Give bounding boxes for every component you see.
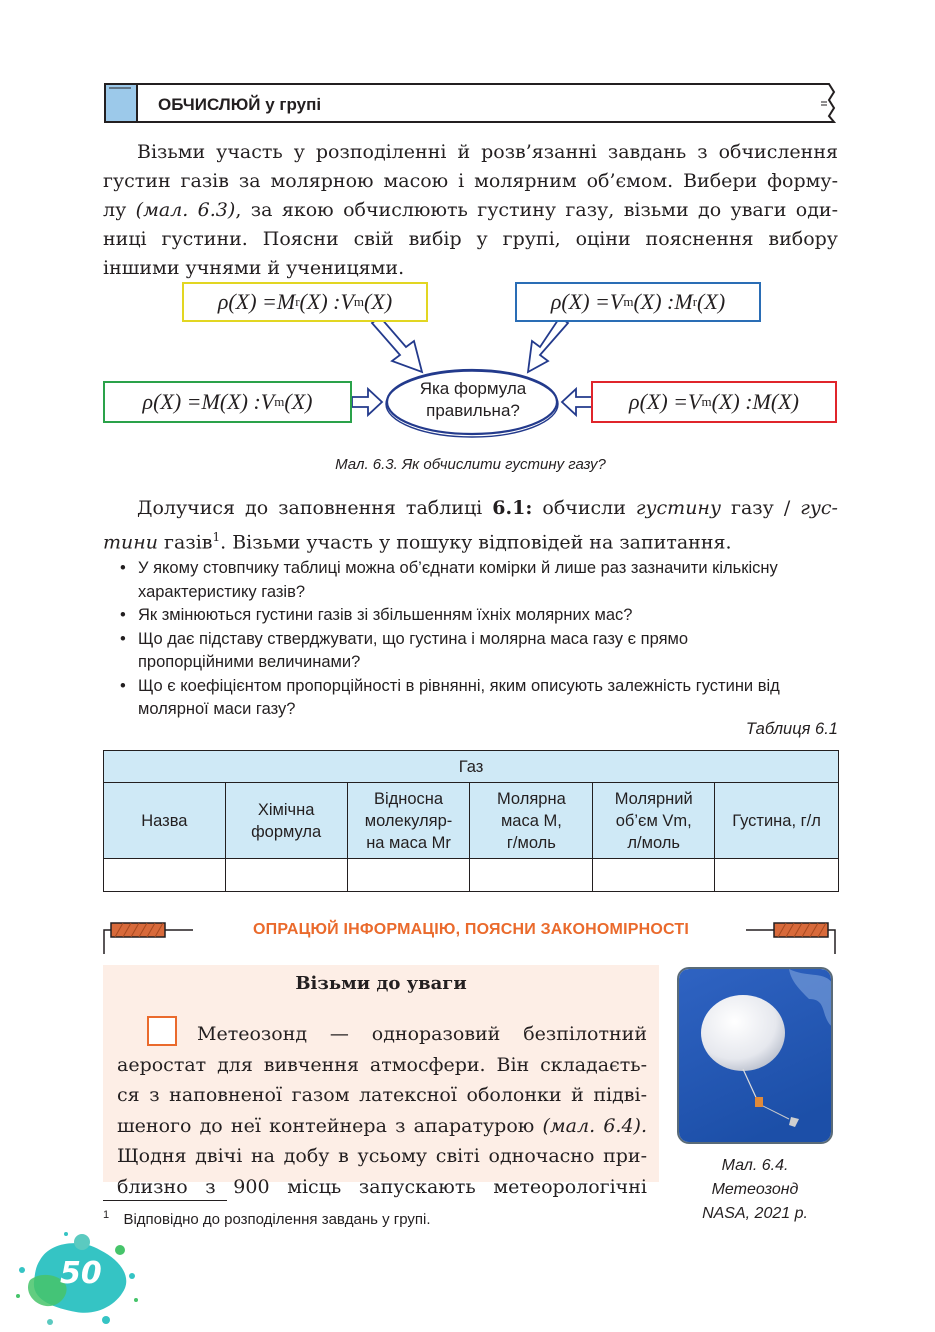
task-text-1: Долучися до заповнення таблиці xyxy=(137,497,493,519)
task-text-2: обчисли xyxy=(532,497,636,519)
note-line-5: Щодня двічі на добу в усьому світі одночасно при- xyxy=(117,1145,647,1167)
center-question-line-1: Яка формула xyxy=(419,379,527,398)
table-ref: 6.1: xyxy=(492,497,533,519)
header-text: Густина, г/л xyxy=(732,811,821,830)
formula-box-red: ρ( X ) = V m ( X ) : M ( X ) xyxy=(591,381,837,423)
balloon-image xyxy=(679,969,833,1144)
header-text: об’єм Vm, xyxy=(615,811,692,830)
list-item: • Що дає підставу стверджувати, що густина і молярна маса газу є прямо пропорційними величинами? xyxy=(120,628,800,675)
note-title: Візьми до уваги xyxy=(295,973,467,994)
column-header-molar-mass xyxy=(470,783,593,859)
banner-title: ОБЧИСЛЮЙ у групі xyxy=(158,95,322,114)
header-text: Хімічна xyxy=(257,800,315,819)
header-text: Відносна xyxy=(373,789,444,808)
intro-line-2: густин газів за молярною масою і молярним об’ємом. Вибери форму- xyxy=(103,170,838,192)
photo-caption-line-2: Метеозонд xyxy=(711,1181,799,1198)
table-cell xyxy=(470,859,593,892)
gas-table xyxy=(103,750,839,892)
task-text-3: густину xyxy=(635,497,721,519)
table-cell xyxy=(225,859,347,892)
intro-line-4: ниці густини. Поясни свій вибір у групі, оціни пояснення вибору xyxy=(103,228,838,250)
note-line-4: шеного до неї контейнера з апаратурою xyxy=(117,1114,535,1137)
task-paragraph xyxy=(103,494,838,557)
header-text: Молярний xyxy=(614,789,693,808)
section-title: ОПРАЦЮЙ ІНФОРМАЦІЮ, ПОЯСНИ ЗАКОНОМІРНОСТІ xyxy=(253,921,689,938)
footnote-text: Відповідно до розподілення завдань у групі. xyxy=(123,1211,431,1228)
intro-line-3b: , за якою обчислюють густину газу, візьми до уваги оди- xyxy=(235,199,838,221)
header-text: л/моль xyxy=(627,833,681,852)
column-header-density xyxy=(715,783,839,859)
intro-line-1: Візьми участь у розподіленні й розв’язанні завдань з обчислення xyxy=(137,141,838,163)
note-line-1: Метеозонд — одноразовий безпілотний xyxy=(197,1023,647,1045)
note-line-2: аеростат для вивчення атмосфери. Він складаєть- xyxy=(117,1053,647,1076)
center-question xyxy=(389,378,557,422)
table-cell xyxy=(593,859,715,892)
figure-ref: (мал. 6.3) xyxy=(135,199,236,221)
photo-caption-line-1: Мал. 6.4. xyxy=(721,1157,789,1174)
task-text-5: гус- xyxy=(800,497,838,519)
table-cell xyxy=(347,859,470,892)
formula-box-blue: ρ( X ) = V m ( X ) : M r ( X ) xyxy=(515,282,761,322)
weather-balloon-photo xyxy=(677,967,833,1144)
photo-caption xyxy=(665,1154,845,1226)
table-cell xyxy=(715,859,839,892)
header-text: г/моль xyxy=(506,833,556,852)
note-paragraph xyxy=(117,1019,647,1202)
intro-line-5: іншими учнями й ученицями. xyxy=(103,257,405,279)
formula-box-green: ρ( X ) = M ( X ) : V m ( X ) xyxy=(103,381,352,423)
table-cell xyxy=(104,859,226,892)
column-header-mr xyxy=(347,783,470,859)
note-line-6: близно з 900 місць запускають метеорологічні xyxy=(117,1175,647,1198)
page-number: 50 xyxy=(60,1256,102,1291)
column-header-formula xyxy=(225,783,347,859)
section-divider-left xyxy=(103,920,195,956)
task-text-4: газу / xyxy=(720,497,801,519)
footnote xyxy=(103,1209,431,1228)
list-item: • У якому стовпчику таблиці можна об’єднати комірки й лише раз зазначити кількісну характеристику газів? xyxy=(120,557,800,604)
header-text: на маса Mr xyxy=(366,833,451,852)
task-text-7: газів xyxy=(158,531,213,554)
task-text-8: . Візьми участь у пошуку відповідей на запитання. xyxy=(220,531,732,554)
section-divider-right xyxy=(746,920,838,956)
header-text: маса M, xyxy=(500,811,562,830)
footnote-rule xyxy=(103,1200,227,1201)
column-header-name xyxy=(104,783,226,859)
list-item: • Як змінюються густини газів зі збільшенням їхніх молярних мас? xyxy=(120,604,800,628)
footnote-ref: 1 xyxy=(212,530,221,544)
column-header-molar-volume xyxy=(593,783,715,859)
task-text-6: тини xyxy=(103,531,159,554)
note-line-3: ся з наповненої газом латексної оболонки й підві- xyxy=(117,1084,647,1106)
intro-paragraph xyxy=(103,138,838,283)
figure-ref-6-4: (мал. 6.4). xyxy=(542,1114,647,1137)
figure-caption: Мал. 6.3. Як обчислити густину газу? xyxy=(335,456,606,473)
photo-caption-line-3: NASA, 2021 р. xyxy=(702,1205,808,1222)
header-text: Назва xyxy=(141,811,188,830)
header-text: Молярна xyxy=(496,789,566,808)
table-label: Таблиця 6.1 xyxy=(745,720,838,738)
list-item: • Що є коефіцієнтом пропорційності в рівнянні, яким описують залежність густини від молярної маси газу? xyxy=(120,675,800,722)
table-group-header: Газ xyxy=(104,751,839,783)
question-list xyxy=(120,557,800,722)
header-text: формула xyxy=(251,822,322,841)
footnote-mark: 1 xyxy=(103,1209,110,1221)
intro-line-3a: лу xyxy=(103,199,127,221)
formula-box-yellow: ρ( X ) = M r ( X ) : V m ( X ) xyxy=(182,282,428,322)
header-text: молекуляр- xyxy=(364,811,453,830)
center-question-line-2: правильна? xyxy=(426,401,520,420)
